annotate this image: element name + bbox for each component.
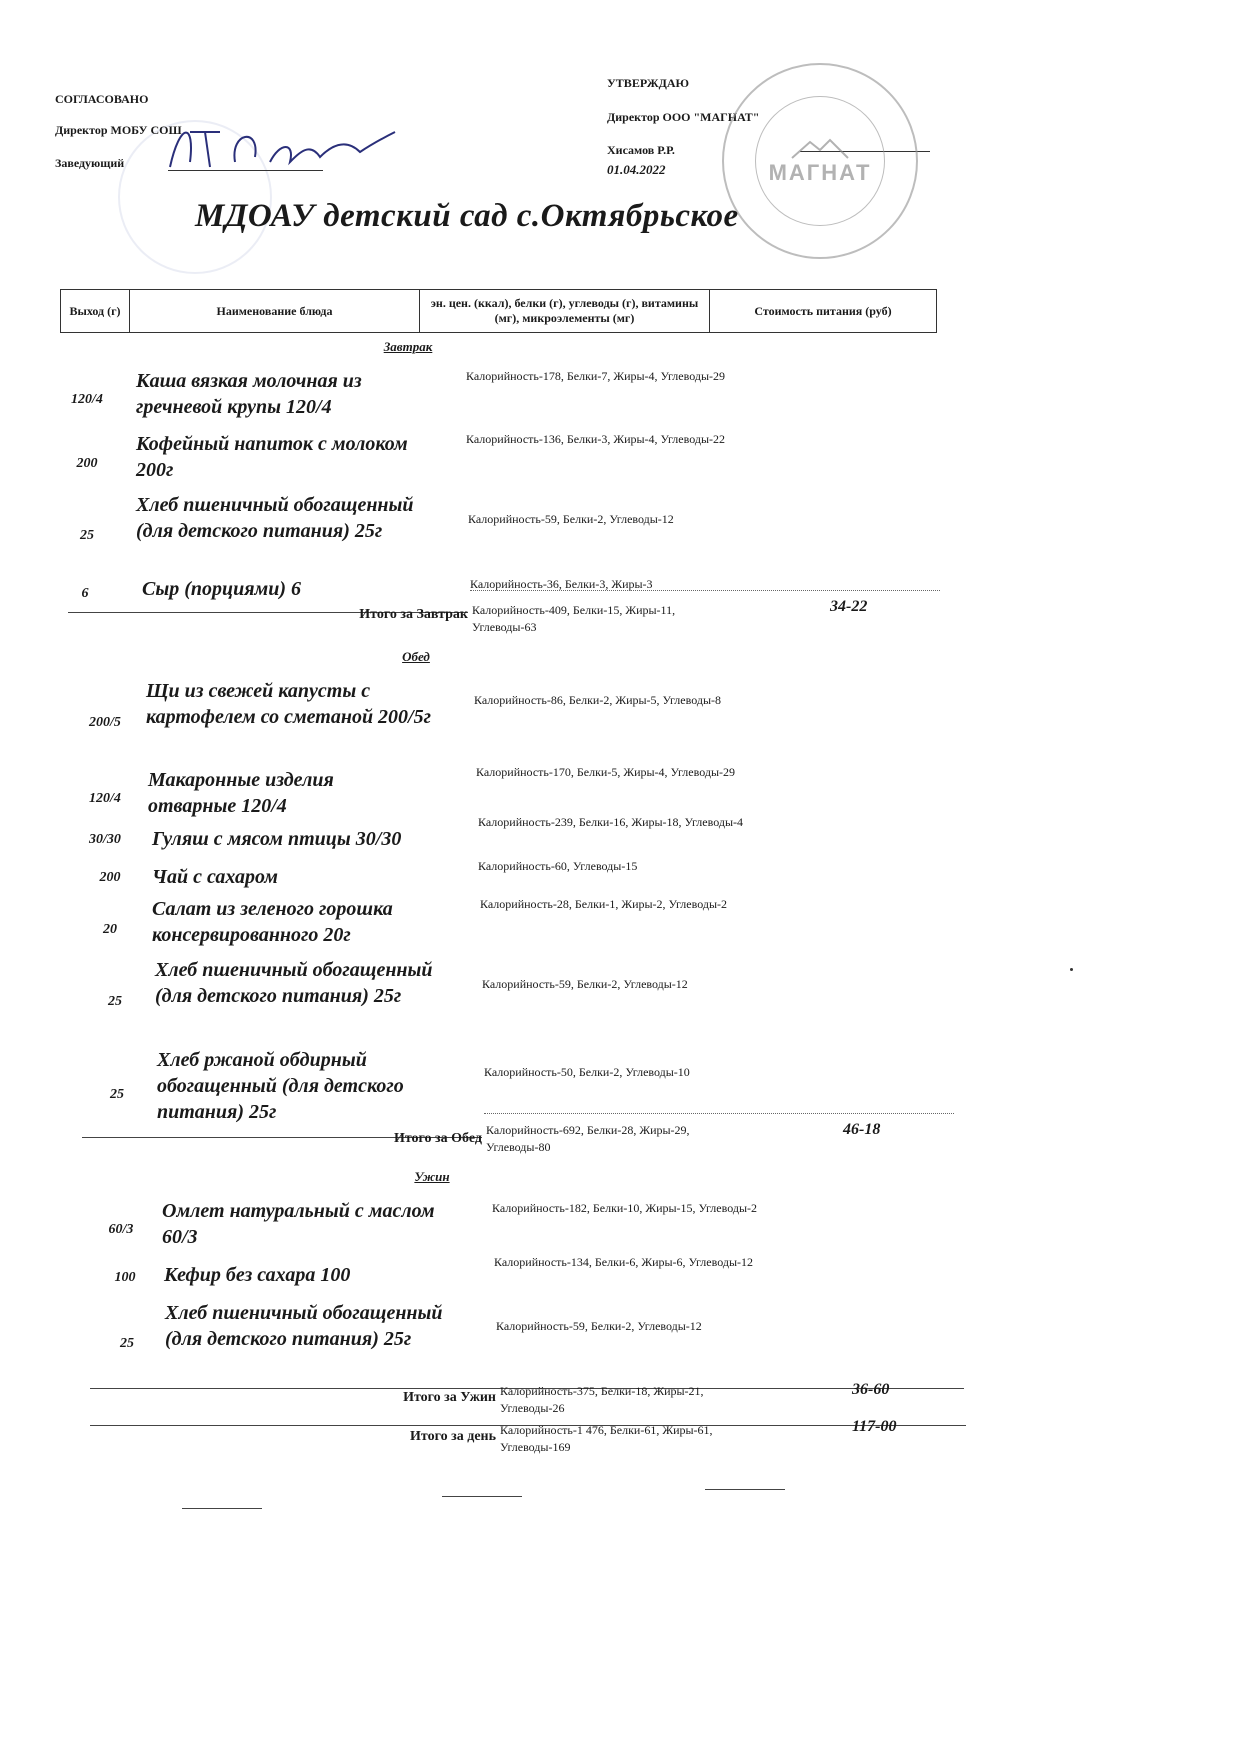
item-name: Хлеб пшеничный обогащенный (для детского питания) 25г bbox=[155, 959, 433, 1007]
item-nutrition: Калорийность-136, Белки-3, Жиры-4, Углеводы-22 bbox=[466, 432, 726, 446]
day-total-nutrition: Калорийность-1 476, Белки-61, Жиры-61, Углеводы-169 bbox=[500, 1423, 713, 1454]
item-nutrition: Калорийность-239, Белки-16, Жиры-18, Углеводы-4 bbox=[478, 815, 744, 829]
item-nutrition: Калорийность-178, Белки-7, Жиры-4, Углеводы-29 bbox=[466, 369, 726, 383]
signature-blank-3 bbox=[705, 1489, 785, 1490]
approval-left-line2: Заведующий bbox=[55, 156, 125, 170]
item-nutrition: Калорийность-36, Белки-3, Жиры-3 bbox=[470, 577, 653, 591]
signature-blank-1 bbox=[182, 1508, 262, 1509]
header-cost: Стоимость питания (руб) bbox=[710, 290, 937, 332]
header-qty: Выход (г) bbox=[60, 290, 130, 332]
item-qty: 120/4 bbox=[89, 791, 121, 806]
item-nutrition: Калорийность-60, Углеводы-15 bbox=[478, 859, 638, 873]
approval-right-line1: Директор ООО "МАГНАТ" bbox=[607, 110, 760, 124]
total-label-breakfast: Итого за Завтрак bbox=[359, 607, 468, 622]
item-name: Гуляш с мясом птицы 30/30 bbox=[152, 828, 402, 850]
item-nutrition: Калорийность-182, Белки-10, Жиры-15, Углеводы-2 bbox=[492, 1201, 758, 1215]
total-cost-lunch: 46-18 bbox=[843, 1121, 881, 1138]
item-qty: 200 bbox=[76, 456, 98, 471]
item-nutrition: Калорийность-59, Белки-2, Углеводы-12 bbox=[496, 1319, 702, 1333]
total-cost-dinner: 36-60 bbox=[852, 1381, 890, 1398]
row-divider bbox=[470, 590, 940, 591]
seal-mountain-icon bbox=[790, 136, 850, 160]
total-label-lunch: Итого за Обед bbox=[393, 1131, 482, 1146]
item-name: Хлеб ржаной обдирный обогащенный (для детского питания) 25г bbox=[157, 1049, 404, 1123]
item-qty: 120/4 bbox=[71, 392, 103, 407]
item-nutrition: Калорийность-86, Белки-2, Жиры-5, Углеводы-8 bbox=[474, 693, 722, 707]
item-qty: 100 bbox=[114, 1270, 136, 1285]
item-name: Кофейный напиток с молоком 200г bbox=[136, 433, 408, 481]
item-name: Чай с сахаром bbox=[152, 866, 278, 888]
item-nutrition: Калорийность-134, Белки-6, Жиры-6, Углеводы-12 bbox=[494, 1255, 754, 1269]
speck bbox=[1070, 968, 1073, 971]
total-label-dinner: Итого за Ужин bbox=[403, 1390, 496, 1405]
section-title-lunch: Обед bbox=[402, 649, 430, 664]
item-nutrition: Калорийность-170, Белки-5, Жиры-4, Углеводы-29 bbox=[476, 765, 736, 779]
item-name: Каша вязкая молочная из гречневой крупы 120/4 bbox=[136, 370, 362, 418]
item-nutrition: Калорийность-59, Белки-2, Углеводы-12 bbox=[482, 977, 688, 991]
item-qty: 30/30 bbox=[89, 832, 121, 847]
approval-left-line1: Директор МОБУ СОШ bbox=[55, 123, 182, 137]
total-nutrition-lunch: Калорийность-692, Белки-28, Жиры-29, Углеводы-80 bbox=[486, 1123, 690, 1154]
item-name: Салат из зеленого горошка консервированного 20г bbox=[152, 898, 393, 946]
approval-right-date: 01.04.2022 bbox=[607, 162, 666, 177]
item-qty: 25 bbox=[110, 1087, 124, 1102]
total-nutrition-breakfast: Калорийность-409, Белки-15, Жиры-11, Углеводы-63 bbox=[472, 603, 676, 634]
total-nutrition-dinner: Калорийность-375, Белки-18, Жиры-21, Углеводы-26 bbox=[500, 1384, 704, 1415]
header-nutrition: эн. цен. (ккал), белки (г), углеводы (г), витамины (мг), микроэлементы (мг) bbox=[420, 290, 710, 332]
item-name: Омлет натуральный с маслом 60/3 bbox=[162, 1200, 435, 1248]
item-qty: 25 bbox=[80, 528, 94, 543]
header-name: Наименование блюда bbox=[130, 290, 420, 332]
item-qty: 25 bbox=[120, 1336, 134, 1351]
item-nutrition: Калорийность-59, Белки-2, Углеводы-12 bbox=[468, 512, 674, 526]
item-name: Макаронные изделия отварные 120/4 bbox=[148, 769, 334, 817]
item-name: Хлеб пшеничный обогащенный (для детского питания) 25г bbox=[165, 1302, 443, 1350]
approval-right-name: Хисамов Р.Р. bbox=[607, 143, 675, 157]
item-nutrition: Калорийность-50, Белки-2, Углеводы-10 bbox=[484, 1065, 690, 1079]
item-qty: 200/5 bbox=[89, 715, 121, 730]
signature-scribble bbox=[160, 112, 400, 182]
item-name: Сыр (порциями) 6 bbox=[142, 578, 302, 600]
item-name: Хлеб пшеничный обогащенный (для детского питания) 25г bbox=[136, 494, 414, 542]
seal-word: МАГНАТ bbox=[768, 160, 872, 185]
total-cost-breakfast: 34-22 bbox=[830, 598, 868, 615]
item-qty: 200 bbox=[99, 870, 121, 885]
day-total-cost: 117-00 bbox=[852, 1418, 897, 1435]
item-name: Щи из свежей капусты с картофелем со сметаной 200/5г bbox=[146, 680, 431, 728]
table-header bbox=[60, 289, 937, 333]
section-title-dinner: Ужин bbox=[414, 1169, 450, 1184]
day-total-label: Итого за день bbox=[410, 1429, 496, 1444]
page-title: МДОАУ детский сад с.Октябрьское bbox=[195, 198, 739, 234]
section-title-breakfast: Завтрак bbox=[383, 339, 433, 354]
item-qty: 25 bbox=[108, 994, 122, 1009]
approval-right-heading: УТВЕРЖДАЮ bbox=[607, 76, 690, 90]
approval-left-heading: СОГЛАСОВАНО bbox=[55, 92, 149, 106]
item-qty: 6 bbox=[81, 586, 89, 601]
item-nutrition: Калорийность-28, Белки-1, Жиры-2, Углеводы-2 bbox=[480, 897, 728, 911]
item-qty: 20 bbox=[103, 922, 117, 937]
item-qty: 60/3 bbox=[108, 1222, 134, 1237]
company-seal bbox=[722, 63, 918, 259]
item-name: Кефир без сахара 100 bbox=[164, 1264, 351, 1286]
row-divider bbox=[484, 1113, 954, 1114]
signature-blank-2 bbox=[442, 1496, 522, 1497]
